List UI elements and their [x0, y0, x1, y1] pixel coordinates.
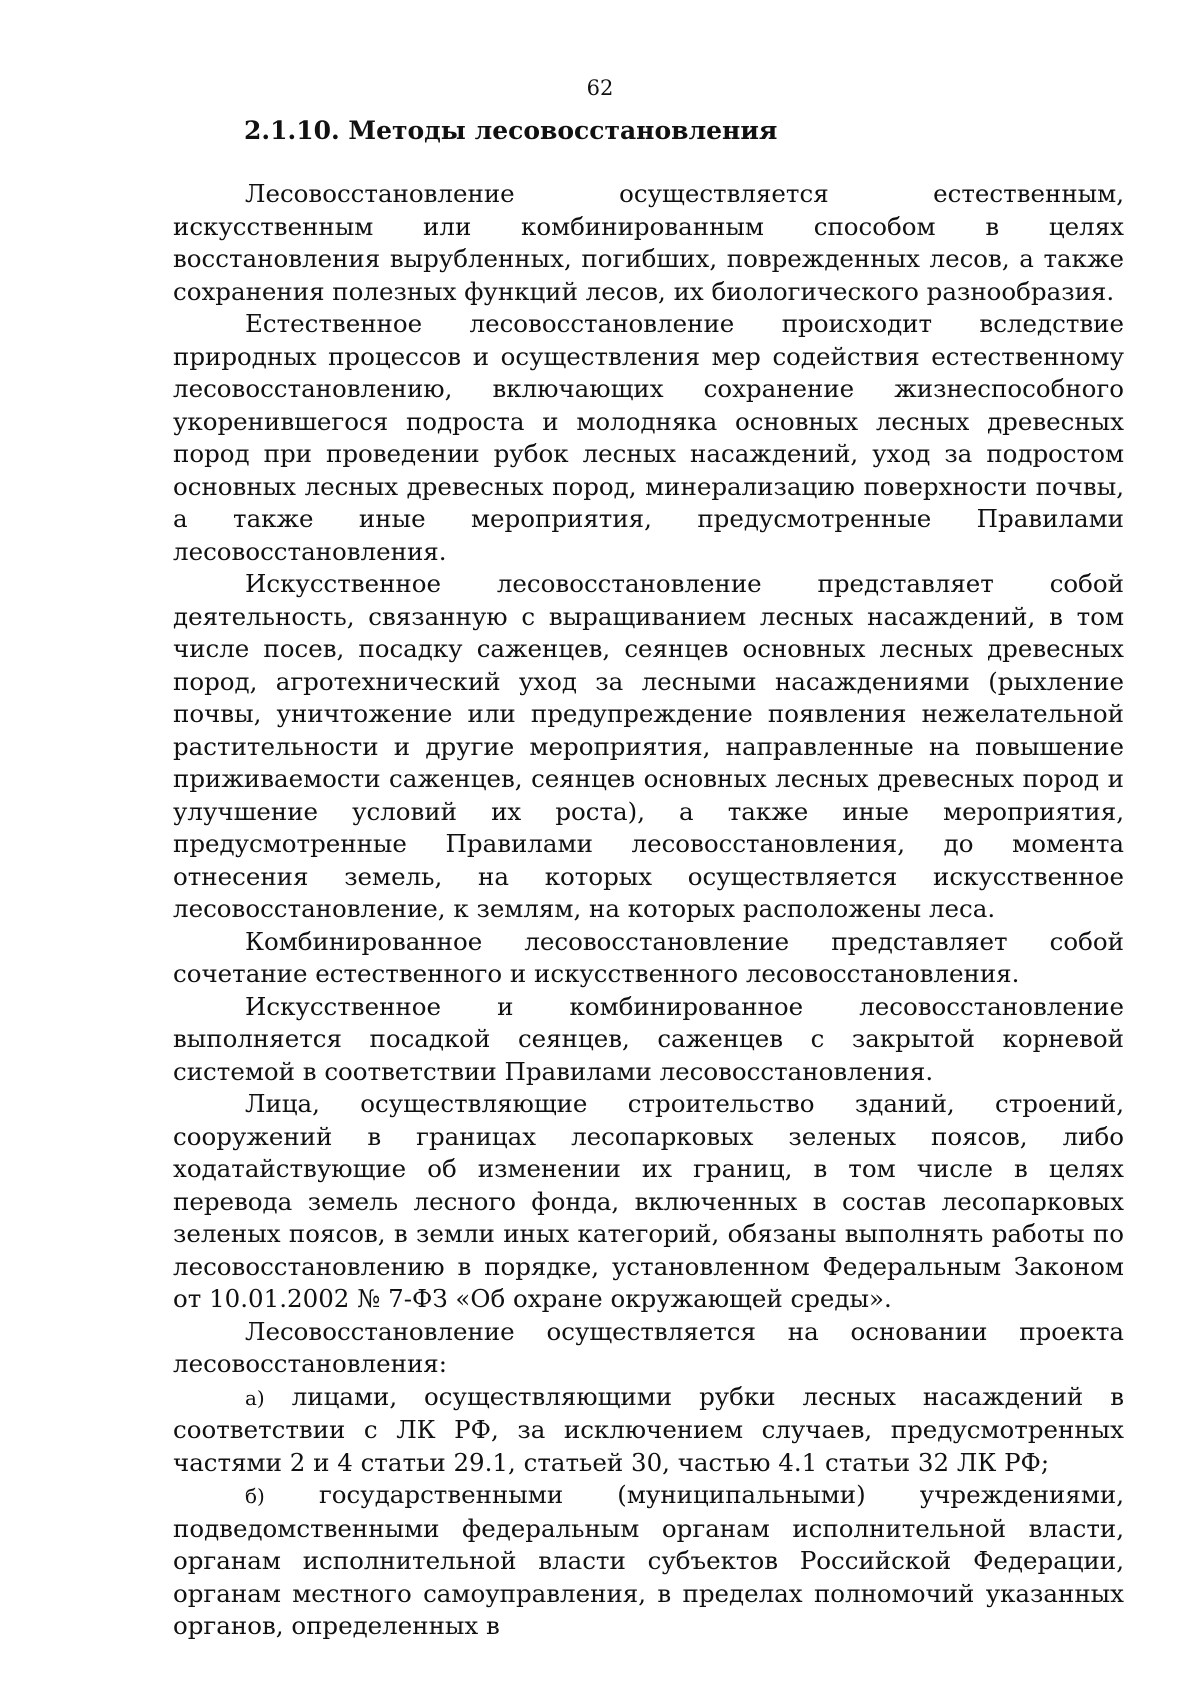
- page-number: 62: [586, 76, 614, 100]
- list-marker: б): [245, 1484, 265, 1508]
- list-item-text: лицами, осуществляющими рубки лесных насаждений в соответствии с ЛК РФ, за исключением случаев, предусмотренных частями 2 и 4 статьи 29.1, статьей 30, частью 4.1 статьи 32 ЛК РФ;: [173, 1381, 1124, 1477]
- body-text: [173, 178, 1124, 1643]
- paragraph: Лесовосстановление осуществляется на основании проекта лесовосстановления:: [173, 1316, 1124, 1378]
- list-item: [173, 1381, 1124, 1480]
- section-heading: 2.1.10. Методы лесовосстановления: [244, 116, 778, 145]
- paragraph: Лица, осуществляющие строительство зданий, строений, сооружений в границах лесопарковых зеленых поясов, либо ходатайствующие об изменении их границ, в том числе в целях перевода земель лесного фонда, включенных в состав лесопарковых зеленых поясов, в земли иных категорий, обязаны выполнять работы по лесовосстановлению в порядке, установленном Федеральным Законом от 10.01.2002 № 7-ФЗ «Об охране окружающей среды».: [173, 1089, 1124, 1313]
- list-marker: а): [245, 1385, 265, 1410]
- paragraph: Комбинированное лесовосстановление представляет собой сочетание естественного и искусственного лесовосстановления.: [173, 926, 1124, 988]
- paragraph: Лесовосстановление осуществляется естественным, искусственным или комбинированным способом в целях восстановления вырубленных, погибших, поврежденных лесов, а также сохранения полезных функций лесов, их биологического разнообразия.: [173, 179, 1124, 306]
- paragraph: Искусственное лесовосстановление представляет собой деятельность, связанную с выращиванием лесных насаждений, в том числе посев, посадку саженцев, сеянцев основных лесных древесных пород, агротехнический уход за лесными насаждениями (рыхление почвы, уничтожение или предупреждение появления нежелательной растительности и другие мероприятия, направленные на повышение приживаемости саженцев, сеянцев основных лесных древесных пород и улучшение условий их роста), а также иные мероприятия, предусмотренные Правилами лесовосстановления, до момента отнесения земель, на которых осуществляется искусственное лесовосстановление, к землям, на которых расположены леса.: [173, 569, 1124, 923]
- list-item: [173, 1479, 1124, 1643]
- paragraph: Естественное лесовосстановление происходит вследствие природных процессов и осуществления мер содействия естественному лесовосстановлению, включающих сохранение жизнеспособного укоренившегося подроста и молодняка основных лесных древесных пород при проведении рубок лесных насаждений, уход за подростом основных лесных древесных пород, минерализацию поверхности почвы, а также иные мероприятия, предусмотренные Правилами лесовосстановления.: [173, 309, 1124, 566]
- paragraph: Искусственное и комбинированное лесовосстановление выполняется посадкой сеянцев, саженцев с закрытой корневой системой в соответствии Правилами лесовосстановления.: [173, 991, 1124, 1086]
- list-item-text: государственными (муниципальными) учреждениями, подведомственными федеральным органам исполнительной власти, органам исполнительной власти субъектов Российской Федерации, органам местного самоуправления, в пределах полномочий указанных органов, определенных в: [173, 1480, 1124, 1640]
